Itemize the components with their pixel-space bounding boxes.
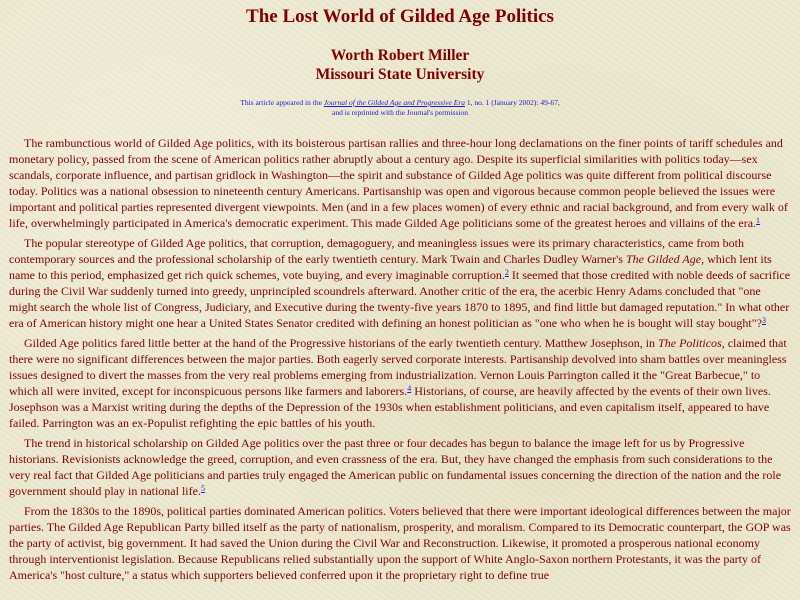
footnote-link-5[interactable]: 5 [200,484,205,493]
journal-link[interactable]: Journal of the Gilded Age and Progressive Era [323,98,465,107]
paragraph-text: , which lent its name to this period, emphasized get rich quick schemes, vote buying, and every imaginable corruption. [9,252,772,282]
paragraph-2 [9,235,791,331]
footnote-link-3[interactable]: 3 [761,316,766,325]
paragraph-4 [9,435,791,499]
author-name: Worth Robert Miller [330,47,470,64]
paragraph-text: Gilded Age politics fared little better at the hand of the Progressive historians of the early twentieth century. Matthew Josephson, in [24,336,659,350]
citation-details: 1, no. 1 (January 2002): 49-67, [464,98,560,107]
footnote-link-2[interactable]: 2 [504,268,509,277]
paragraph-text: It seemed that those credited with noble deeds of sacrifice during the Civil War suddenly turned into greedy, unprincipled scoundrels afterward. Another critic of the era, the acerbic Henry Adams concluded that "one might search the whole list of Congress, Judiciary, and Executive during the twenty-five years 1870 to 1895, and find little but damaged reputation." In what other era of American history might one hear a United States Senator credited with defining an honest politician as "one who when he is bought will stay bought"? [9,268,791,330]
author-institution: Missouri State University [315,66,485,83]
footnote-link-4[interactable]: 4 [407,384,412,393]
paragraph-1 [9,135,791,231]
paragraph-text: Historians, of course, are heavily affected by the events of their own lives. Josephson was a Marxist writing during the depths of the Depression of the 1930s when establishment politicians, and even capitalism itself, appeared to have failed. Parrington was an ex-Populist refighting the epic battles of his youth. [9,384,771,430]
book-title-politicos: The Politicos [658,336,722,350]
paragraph-text: The rambunctious world of Gilded Age politics, with its boisterous partisan rallies and three-hour long declamations on the finer points of tariff schedules and monetary policy, passed from the scene of American politics rather abruptly about a century ago. Despite its superficial similarities with politics today—sex scandals, corporate influence, and partisan gridlock in Washington—the spirit and substance of Gilded Age politics was quite different from political discourse today. Politics was a national obsession to nineteenth century Americans. Partisanship was open and vigorous because common people believed the issues were important and political parties represented divergent viewpoints. Men (and in a few places women) of every ethnic and racial background, and from every walk of life, overwhelmingly participated in America's democratic experiment. This made Gilded Age politicians some of the greatest heroes and villains of the era. [9,136,788,230]
article-title: The Lost World of Gilded Age Politics [246,6,554,27]
paragraph-5 [9,503,791,583]
citation-note [0,98,800,117]
citation-permission: and is reprinted with the Journal's permission [332,107,468,117]
paragraph-text: , claimed that there were no significant differences between the major parties. Both eagerly served corporate interests. Partisanship devolved into sham battles over meaningless issues designed to divert the masses from the very real problems emerging from industrialization. Vernon Louis Parrington called it the "Great Barbecue," to which all were invited, except for inconspicuous persons like farmers and laborers. [9,336,787,398]
citation-prefix: This article appeared in the [240,98,324,107]
paragraph-text: The trend in historical scholarship on Gilded Age politics over the past three or four decades has begun to balance the image left for us by Progressive historians. Revisionists acknowledge the greed, corruption, and even crassness of the era. But, they have changed the emphasis from such considerations to the very real fact that Gilded Age politicians and parties truly engaged the American public on fundamental issues concerning the direction of the nation and the role government should play in national life. [9,436,782,498]
book-title-gilded-age: The Gilded Age [625,252,702,266]
paragraph-text: From the 1830s to the 1890s, political parties dominated American politics. Voters believed that there were important ideological differences between the major parties. The Gilded Age Republican Party billed itself as the party of nationalism, prosperity, and moralism. Compared to its Democratic counterpart, the GOP was the party of activist, big government. It had saved the Union during the Civil War and Reconstruction. Likewise, it promoted a prosperous national economy through interventionist legislation. Because Republicans relied substantially upon the support of White Anglo-Saxon northern Protestants, it was the party of America's "host culture," a status which supporters believed conferred upon it the proprietary right to define true [9,504,791,582]
paragraph-3 [9,335,791,431]
article-body [0,135,800,583]
footnote-link-1[interactable]: 1 [756,216,761,225]
paragraph-text: The popular stereotype of Gilded Age politics, that corruption, demagoguery, and meaningless issues were its primary characteristics, came from both contemporary sources and the professional scholarship of the early twentieth century. Mark Twain and Charles Dudley Warner's [9,236,745,266]
